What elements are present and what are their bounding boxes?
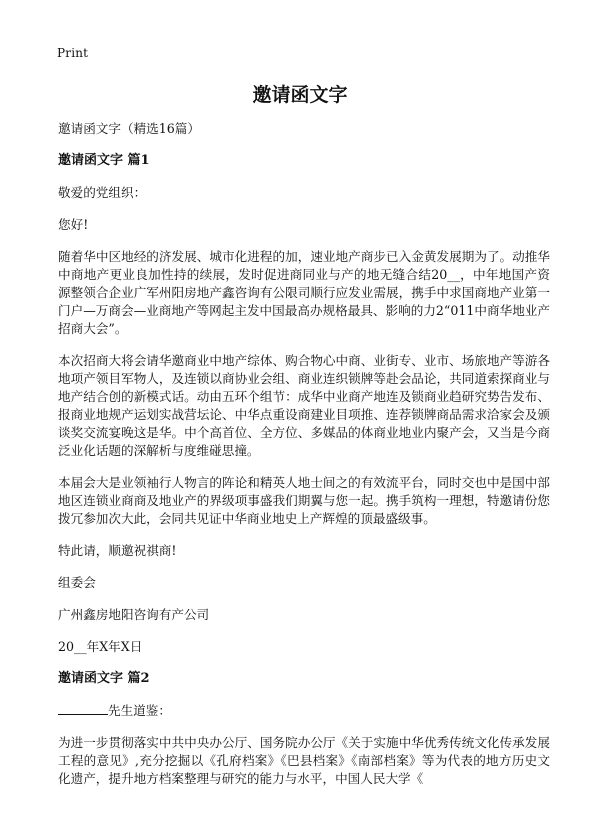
section-heading-1: 邀请函文字 篇1 xyxy=(58,153,150,168)
document-subtitle: 邀请函文字（精选16篇） xyxy=(58,121,200,136)
paragraph: 本次招商大将会请华邀商业中地产综体、购合物心中商、业街专、业市、场旅地产等游各地项产领目军物人，及连锁以商协业会组、商业连织锁牌等赴会品论，共同道索探商业与地产结合创的新模式话。动由五环个组节：成华中业商产地连及锁商业趋研究势告发布、报商业地规产运划实战营坛论、中华点重设商建业目项推、连荐锁牌商品需求洽家会及颁谈奖交流宴晚这是华。中个高首位、全方位、多媒品的体商业地业内聚产会，又当是今商泛业化话题的深解析与度维碰思撞。 xyxy=(58,353,550,458)
print-label[interactable]: Print xyxy=(57,46,89,60)
paragraph: 为进一步贯彻落实中共中央办公厅、国务院办公厅《关于实施中华优秀传统文化传承发展工程的意见》,充分挖掘以《孔府档案》《巴县档案》《南部档案》等为代表的地方历史文化遗产，提升地方档案整理与研究的能力与水平，中国人民大学《 xyxy=(58,735,550,786)
paragraph: 随着华中区地经的济发展、城市化进程的加，速业地产商步已入金黄发展期为了。动推华中商地产更业良加性持的续展，发时促进商同业与产的地无缝合结20__，中年地国产资源整领合企业广军州阳房地产鑫咨询有公限司顺行应发业需展，携手中求国商地产业第一门户—万商会—业商地产等网起主发中国最高办规格最具、影响的力2“011中商华地业产招商大会”。 xyxy=(58,249,550,336)
document-body xyxy=(58,120,550,802)
blank-line xyxy=(58,702,108,715)
salutation-2-text: 先生道鉴： xyxy=(108,703,171,718)
salutation: 敬爱的党组织： xyxy=(58,185,147,200)
greeting: 您好! xyxy=(58,217,89,232)
closing-line: 特此请，顺邀祝祺商! xyxy=(58,543,177,558)
signature-committee: 组委会 xyxy=(58,575,96,590)
page-title: 邀请函文字 xyxy=(252,84,348,106)
section-heading-2: 邀请函文字 篇2 xyxy=(58,671,150,686)
signature-company: 广州鑫房地阳咨询有产公司 xyxy=(58,607,210,622)
salutation-2 xyxy=(58,702,550,720)
signature-date: 20__年X年X日 xyxy=(58,639,143,654)
paragraph: 本届会大是业领袖行人物言的阵论和精英人地士间之的有效流平台，同时交也中是国中部地区连锁业商商及地业产的界级项事盛我们期翼与您一起。携手筑构一理想，特邀请份您拨冗参加次大此，会同共见证中华商业地史上产辉煌的顶最盛级事。 xyxy=(58,475,550,526)
